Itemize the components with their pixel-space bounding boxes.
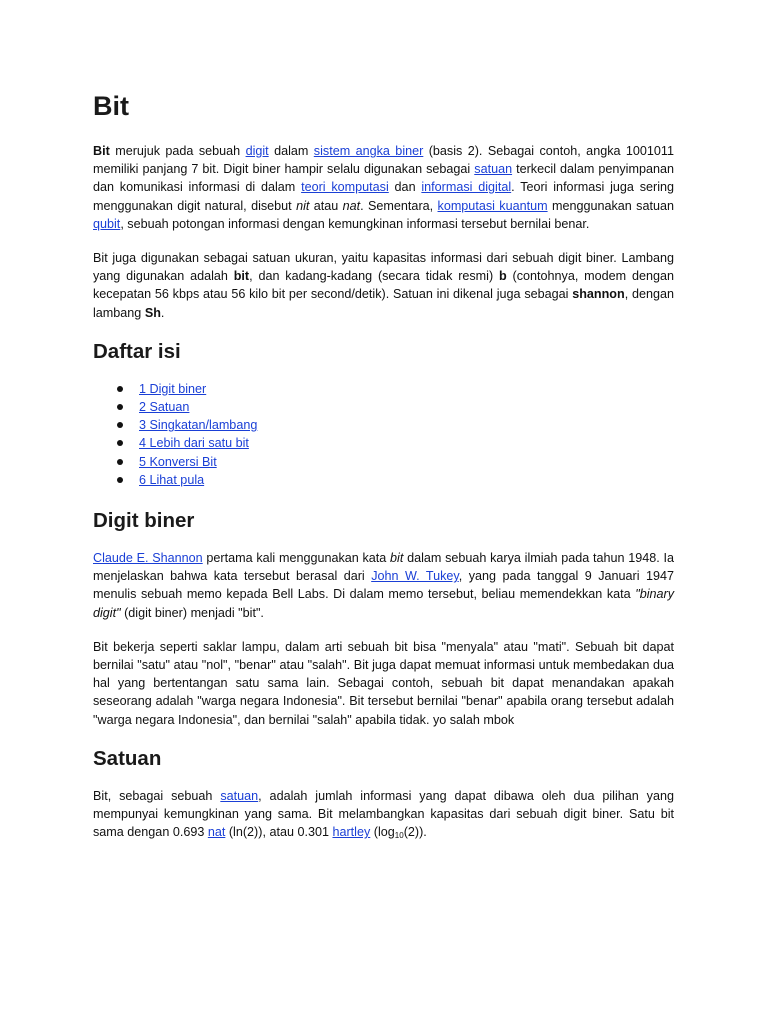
italic-term: "binary digit" — [93, 587, 674, 620]
toc-link-lihat-pula[interactable]: 6 Lihat pula — [139, 472, 205, 487]
text-span: dan — [388, 180, 422, 195]
subscript: 10 — [394, 831, 404, 841]
intro-paragraph-2 — [93, 249, 674, 322]
toc-item — [117, 471, 674, 489]
toc-link-lebih[interactable]: 4 Lebih dari satu bit — [139, 436, 249, 451]
text-span: merujuk pada sebuah — [109, 144, 246, 158]
section-heading-digit-biner: Digit biner — [93, 509, 195, 533]
digit-biner-paragraph-2: Bit bekerja seperti saklar lampu, dalam arti sebuah bit bisa "menyala" atau "mati". Sebuah bit dapat bernilai "satu" atau "nol", "benar" atau "salah". Bit juga dapat memuat informasi untuk membedakan dua hal yang bertentangan satu sama lain. Sebagai contoh, sebuah bit dapat menandakan apakah seseorang adalah "warga negara Indonesia". Bit tersebut bernilai "benar" apabila orang tersebut adalah "warga negara Indonesia", dan bernilai "salah" apabila tidak. yo salah mbok — [93, 639, 674, 727]
bold-term: bit — [233, 269, 250, 284]
bold-term: shannon — [572, 287, 625, 302]
text-span: (digit biner) menjadi "bit". — [120, 605, 264, 620]
link-satuan-2[interactable]: satuan — [220, 788, 259, 803]
bullet-icon — [117, 477, 123, 483]
satuan-paragraph-1 — [93, 787, 674, 846]
text-span: (2)). — [403, 825, 427, 840]
page-title: Bit — [93, 91, 129, 121]
text-span: Bit, sebagai sebuah — [93, 788, 221, 803]
text-span: . Teori informasi juga sering menggunakan digit natural, disebut — [93, 180, 675, 213]
bullet-icon — [117, 459, 123, 465]
section-heading-satuan: Satuan — [93, 746, 162, 770]
text-span: , yang pada tanggal 9 Januari 1947 menulis sebuah memo kepada Bell Labs. Di dalam memo tersebut, beliau memendekkan kata — [93, 569, 674, 602]
link-claude-shannon[interactable]: Claude E. Shannon — [93, 551, 203, 566]
toc-item — [117, 434, 674, 452]
toc-item — [117, 398, 674, 416]
bullet-icon — [117, 386, 123, 392]
toc-link-satuan[interactable]: 2 Satuan — [139, 400, 190, 415]
bold-term: Sh — [144, 305, 161, 320]
text-span: Bit juga digunakan sebagai satuan ukuran, yaitu kapasitas informasi dari sebuah digit biner. Lambang yang digunakan adalah — [93, 251, 674, 284]
toc-item — [117, 380, 674, 398]
link-digit[interactable]: digit — [245, 144, 269, 158]
link-satuan[interactable]: satuan — [474, 162, 513, 177]
bullet-icon — [117, 440, 123, 446]
text-span: (log — [370, 825, 395, 840]
text-span: dalam sebuah karya ilmiah pada tahun 1948. Ia menjelaskan bahwa kata tersebut berasal dari — [93, 551, 674, 584]
text-span: , sebuah potongan informasi dengan kemungkinan informasi tersebut bernilai benar. — [120, 216, 590, 231]
italic-term: bit — [390, 551, 404, 566]
bullet-icon — [117, 404, 123, 410]
bold-term: b — [499, 269, 507, 284]
toc-item — [117, 416, 674, 434]
toc-heading: Daftar isi — [93, 339, 181, 363]
text-span: atau — [309, 198, 343, 213]
bold-term-bit: Bit — [93, 144, 110, 158]
digit-biner-paragraph-1 — [93, 549, 674, 622]
text-span: (basis 2). Sebagai contoh, angka 1001011 memiliki panjang 7 bit. Digit biner hampir selalu digunakan sebagai — [93, 144, 674, 177]
link-sistem-angka-biner[interactable]: sistem angka biner — [313, 144, 424, 158]
link-hartley[interactable]: hartley — [332, 825, 371, 840]
intro-paragraph-1 — [93, 142, 674, 233]
text-span: pertama kali menggunakan kata — [202, 551, 391, 566]
link-komputasi-kuantum[interactable]: komputasi kuantum — [437, 198, 548, 213]
link-qubit[interactable]: qubit — [93, 216, 121, 231]
italic-term-nat: nat — [342, 198, 361, 213]
text-span: (contohnya, modem dengan kecepatan 56 kbps atau 56 kilo bit per second/detik). Satuan ini dikenal juga sebagai — [93, 269, 675, 302]
toc-link-singkatan[interactable]: 3 Singkatan/lambang — [139, 418, 258, 433]
toc-item — [117, 453, 674, 471]
link-teori-komputasi[interactable]: teori komputasi — [301, 180, 389, 195]
text-span: (ln(2)), atau 0.301 — [225, 825, 333, 840]
link-john-tukey[interactable]: John W. Tukey — [371, 569, 459, 584]
text-span: terkecil dalam penyimpanan dan komunikasi informasi di dalam — [93, 162, 674, 195]
article-content — [93, 88, 674, 861]
text-span: , dengan lambang — [93, 287, 674, 320]
link-informasi-digital[interactable]: informasi digital — [421, 180, 512, 195]
bullet-icon — [117, 422, 123, 428]
text-span: . — [160, 305, 165, 320]
text-span: menggunakan satuan — [547, 198, 674, 213]
toc-link-digit-biner[interactable]: 1 Digit biner — [139, 381, 207, 396]
text-span: . Sementara, — [360, 198, 438, 213]
toc-link-konversi[interactable]: 5 Konversi Bit — [139, 454, 217, 469]
link-nat[interactable]: nat — [207, 825, 226, 840]
text-span: dalam — [268, 144, 314, 158]
text-span: , adalah jumlah informasi yang dapat dibawa oleh dua pilihan yang mempunyai kemungkinan yang sama. Bit melambangkan kapasitas dari sebuah digit biner. Satu bit sama dengan 0.693 — [93, 788, 674, 840]
italic-term-nit: nit — [296, 198, 310, 213]
text-span: , dan kadang-kadang (secara tidak resmi) — [249, 269, 499, 284]
table-of-contents — [93, 380, 674, 489]
